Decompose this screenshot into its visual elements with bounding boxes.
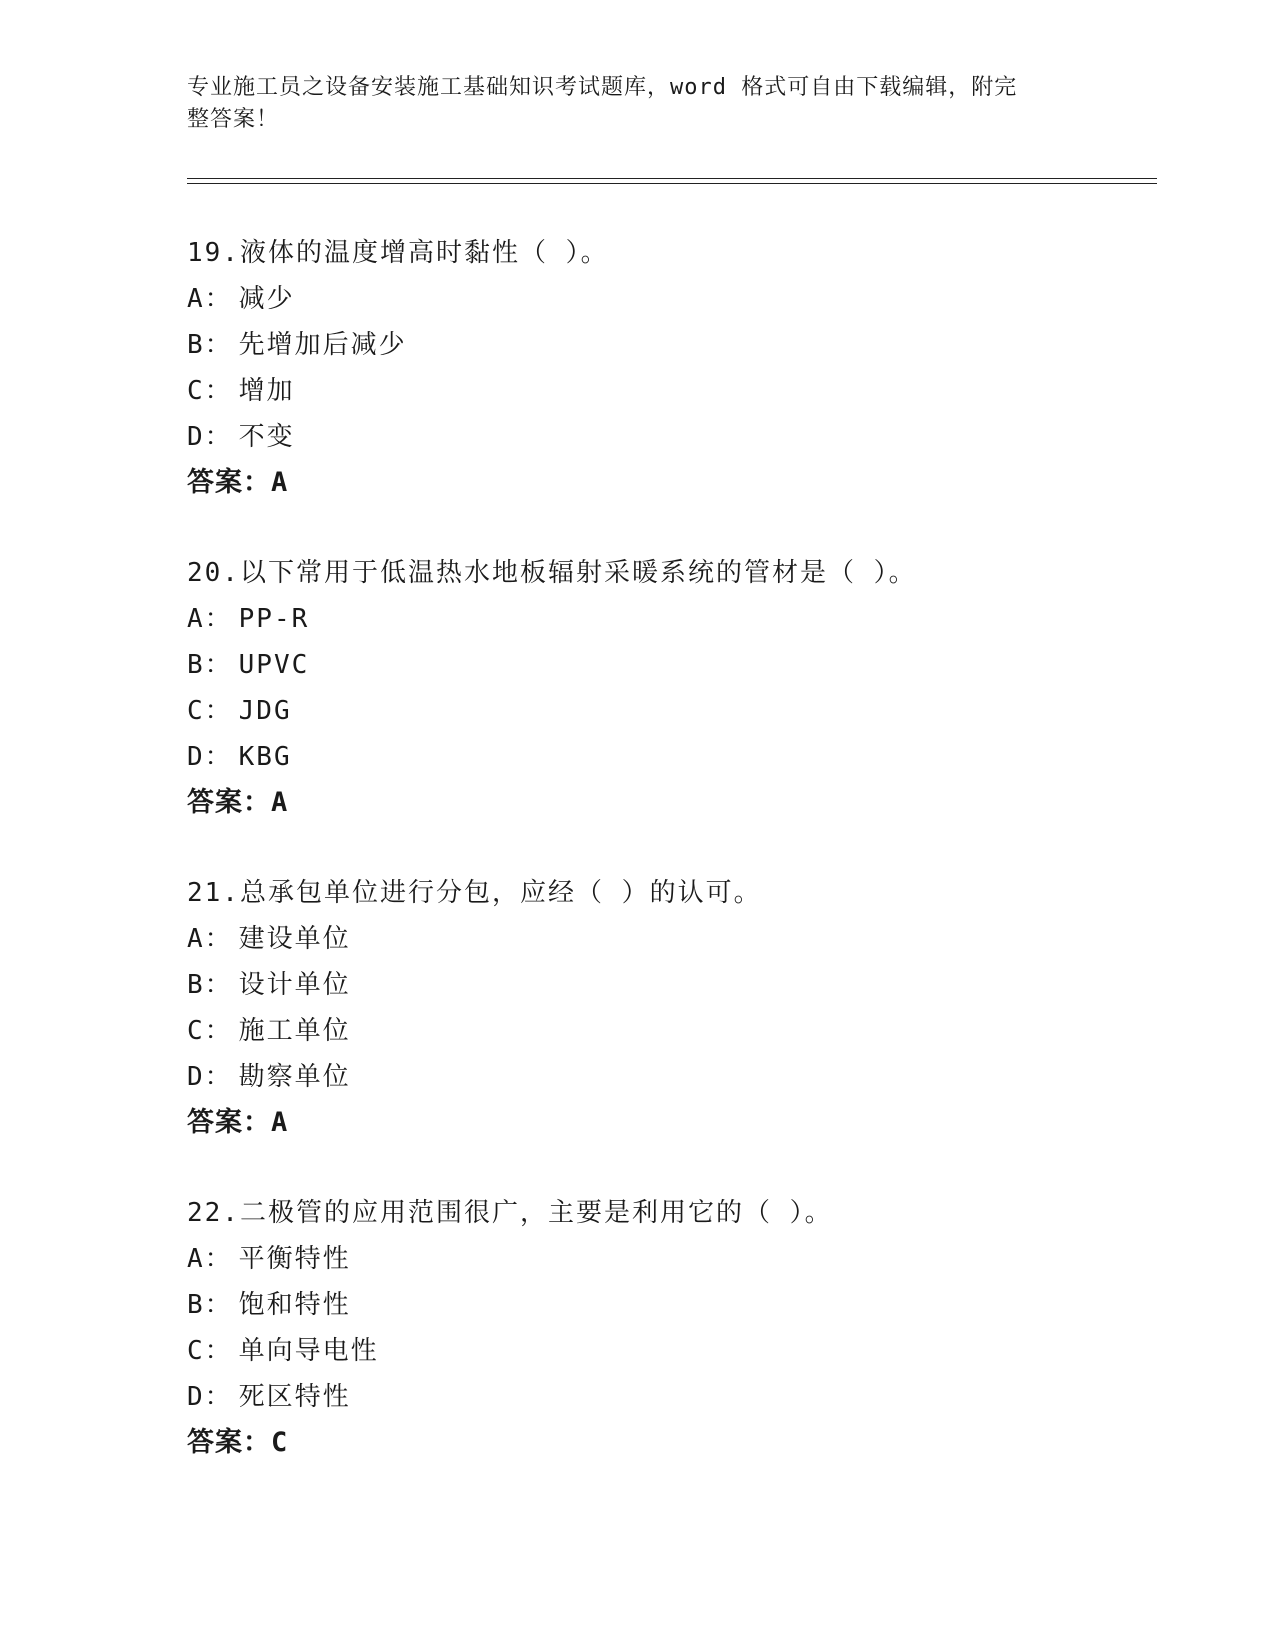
header-line-2: 整答案！: [187, 107, 280, 132]
option-a: [187, 916, 1147, 962]
option-b: [187, 322, 1147, 368]
option-b: [187, 962, 1147, 1008]
option-d: [187, 414, 1147, 460]
option-text: UPVC: [238, 650, 310, 680]
question-stem: 21.总承包单位进行分包，应经（ ）的认可。: [187, 878, 762, 908]
option-key: D：: [187, 742, 233, 772]
question-21: [187, 870, 1147, 1146]
option-text: 平衡特性: [238, 1244, 351, 1274]
header-line-1: 专业施工员之设备安装施工基础知识考试题库，word 格式可自由下载编辑，附完: [187, 75, 1018, 100]
option-text: 勘察单位: [238, 1062, 351, 1092]
option-c: [187, 1328, 1147, 1374]
option-text: JDG: [238, 696, 292, 726]
option-text: 先增加后减少: [238, 330, 407, 360]
option-key: A：: [187, 604, 233, 634]
question-stem: 19.液体的温度增高时黏性（ ）。: [187, 238, 609, 268]
answer-line: 答案：A: [187, 467, 289, 498]
option-key: D：: [187, 1382, 233, 1412]
answer-line: 答案：A: [187, 1107, 289, 1138]
option-key: D：: [187, 422, 233, 452]
option-a: [187, 1236, 1147, 1282]
option-text: 单向导电性: [238, 1336, 379, 1366]
option-text: KBG: [238, 742, 292, 772]
option-c: [187, 1008, 1147, 1054]
option-c: [187, 688, 1147, 734]
question-19: [187, 230, 1147, 506]
option-key: C：: [187, 376, 233, 406]
document-header: [187, 72, 1067, 136]
question-stem: 20.以下常用于低温热水地板辐射采暖系统的管材是（ ）。: [187, 558, 917, 588]
option-key: A：: [187, 284, 233, 314]
option-d: [187, 1054, 1147, 1100]
option-a: [187, 276, 1147, 322]
question-22: [187, 1190, 1147, 1466]
option-text: 施工单位: [238, 1016, 351, 1046]
option-d: [187, 1374, 1147, 1420]
option-key: A：: [187, 924, 233, 954]
option-b: [187, 642, 1147, 688]
option-key: C：: [187, 1016, 233, 1046]
header-divider-bottom: [187, 183, 1157, 184]
option-c: [187, 368, 1147, 414]
option-key: B：: [187, 1290, 233, 1320]
question-20: [187, 550, 1147, 826]
option-key: A：: [187, 1244, 233, 1274]
option-key: D：: [187, 1062, 233, 1092]
option-text: 设计单位: [238, 970, 351, 1000]
option-text: 不变: [238, 422, 295, 452]
header-divider-top: [187, 178, 1157, 179]
option-key: B：: [187, 970, 233, 1000]
option-text: 增加: [238, 376, 295, 406]
option-text: 饱和特性: [238, 1290, 351, 1320]
answer-line: 答案：C: [187, 1427, 289, 1458]
option-b: [187, 1282, 1147, 1328]
option-key: C：: [187, 696, 233, 726]
option-text: PP-R: [238, 604, 310, 634]
option-text: 建设单位: [238, 924, 351, 954]
option-d: [187, 734, 1147, 780]
option-a: [187, 596, 1147, 642]
option-text: 减少: [238, 284, 295, 314]
option-key: C：: [187, 1336, 233, 1366]
question-stem: 22.二极管的应用范围很广，主要是利用它的（ ）。: [187, 1198, 833, 1228]
option-key: B：: [187, 650, 233, 680]
answer-line: 答案：A: [187, 787, 289, 818]
option-key: B：: [187, 330, 233, 360]
option-text: 死区特性: [238, 1382, 351, 1412]
